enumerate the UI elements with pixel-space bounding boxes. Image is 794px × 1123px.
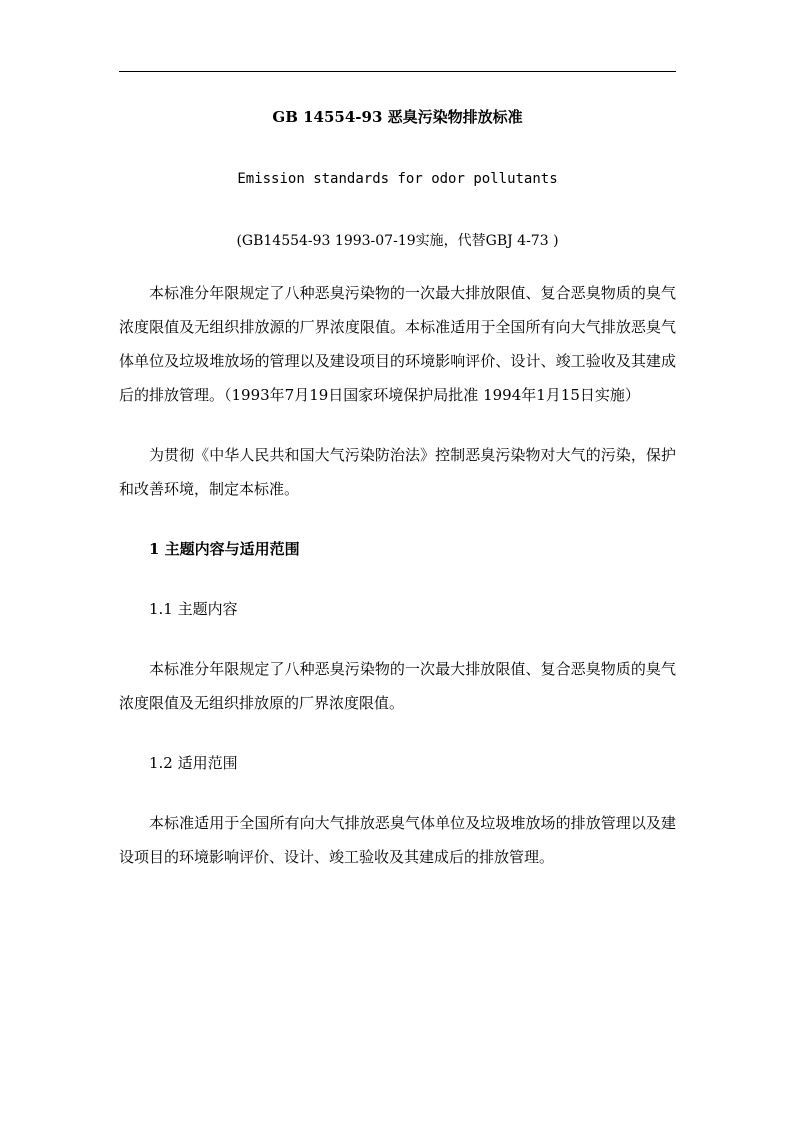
- document-meta: (GB14554-93 1993-07-19实施，代替GBJ 4-73 ): [236, 233, 559, 249]
- purpose-paragraph: 为贯彻《中华人民共和国大气污染防治法》控制恶臭污染物对大气的污染，保护和改善环境，制定本标准。: [119, 446, 676, 498]
- section-1-2-text: 本标准适用于全国所有向大气排放恶臭气体单位及垃圾堆放场的排放管理以及建设项目的环境影响评价、设计、竣工验收及其建成后的排放管理。: [119, 814, 676, 866]
- section-1-heading: 1 主题内容与适用范围: [149, 540, 300, 558]
- intro-paragraph: 本标准分年限规定了八种恶臭污染物的一次最大排放限值、复合恶臭物质的臭气浓度限值及无组织排放源的厂界浓度限值。本标准适用于全国所有向大气排放恶臭气体单位及垃圾堆放场的管理以及建设项目的环境影响评价、设计、竣工验收及其建成后的排放管理。（1993年7月19日国家环境保护局批准 1994年1月15日实施）: [119, 284, 676, 404]
- section-1-1-text: 本标准分年限规定了八种恶臭污染物的一次最大排放限值、复合恶臭物质的臭气浓度限值及无组织排放原的厂界浓度限值。: [119, 660, 676, 712]
- section-1-1-heading: 1.1 主题内容: [149, 600, 238, 618]
- document-body: [119, 102, 676, 874]
- header-rule: [119, 71, 676, 72]
- document-title: GB 14554-93 恶臭污染物排放标准: [272, 108, 523, 126]
- section-1-2-heading: 1.2 适用范围: [149, 754, 238, 772]
- document-subtitle: Emission standards for odor pollutants: [237, 171, 558, 187]
